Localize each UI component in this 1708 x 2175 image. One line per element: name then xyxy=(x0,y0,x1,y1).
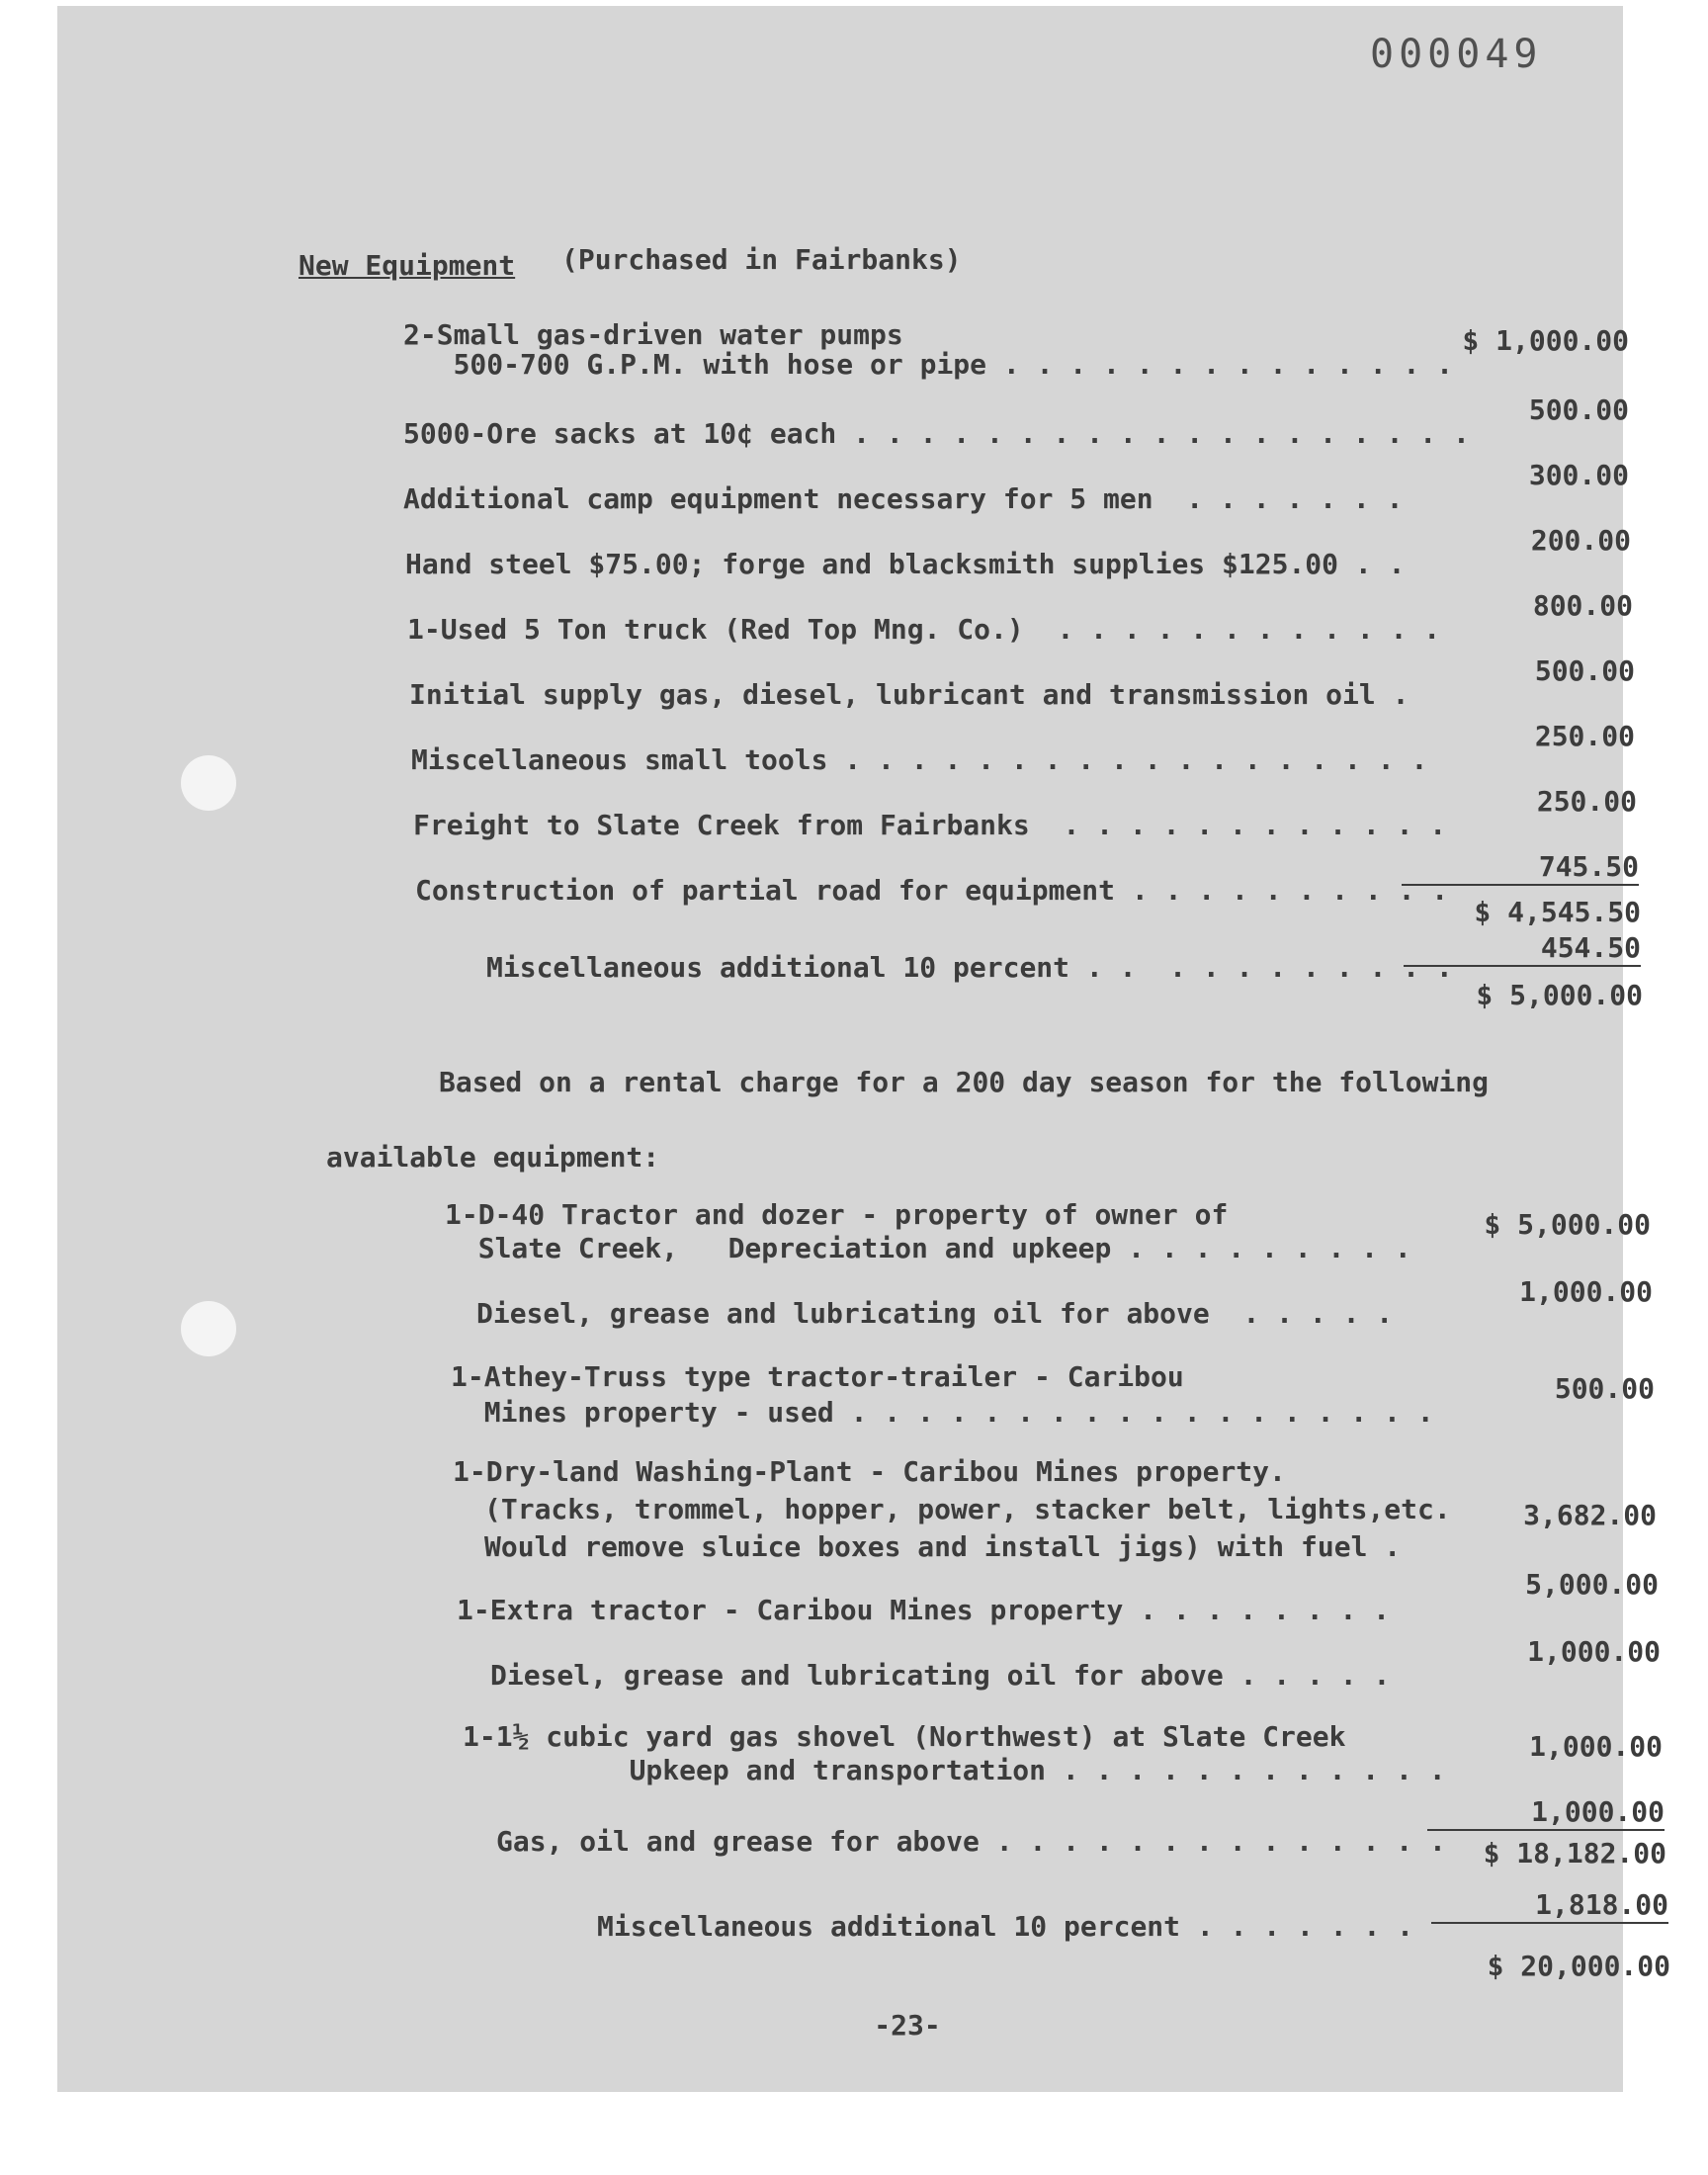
line-item-amount: 1,000.00 xyxy=(1529,1730,1663,1763)
line-item-label: Upkeep and transportation . . . . . . . . . . . . xyxy=(463,1754,1446,1786)
line-item-label: Diesel, grease and lubricating oil for above . . . . . xyxy=(490,1659,1391,1692)
line-item-amount: 500.00 xyxy=(1554,1372,1655,1405)
line-item-label: Additional camp equipment necessary for 5 men . . . . . . . xyxy=(403,482,1404,515)
line-item-label: Freight to Slate Creek from Fairbanks . . . . . . . . . . . . xyxy=(413,809,1447,841)
section-heading: New Equipment xyxy=(299,249,516,282)
document-number: 000049 xyxy=(1370,32,1543,77)
line-item-amount: 500.00 xyxy=(1534,654,1635,687)
line-item-label: Initial supply gas, diesel, lubricant and transmission oil . xyxy=(409,678,1409,711)
line-item-amount: 250.00 xyxy=(1534,720,1635,752)
page-number: -23- xyxy=(874,2009,941,2042)
line-item-label: Diesel, grease and lubricating oil for above . . . . . xyxy=(476,1297,1394,1330)
total-amount: $ 5,000.00 xyxy=(1476,979,1643,1011)
rental-intro-line: Based on a rental charge for a 200 day season for the following xyxy=(439,1066,1490,1098)
line-item-label: 2-Small gas-driven water pumps xyxy=(403,318,903,351)
misc-label: Miscellaneous additional 10 percent . . . . . . . . . . . xyxy=(486,951,1453,984)
misc-amount: 454.50 xyxy=(1404,931,1641,967)
subtotal-amount: $ 18,182.00 xyxy=(1483,1837,1666,1870)
line-item-label: 1-Used 5 Ton truck (Red Top Mng. Co.) . . . . . . . . . . . . xyxy=(407,613,1441,646)
line-item-amount: 200.00 xyxy=(1530,524,1631,557)
punch-hole xyxy=(181,755,236,811)
line-item-amount: 3,682.00 xyxy=(1523,1499,1657,1531)
misc-amount: 1,818.00 xyxy=(1431,1888,1668,1924)
line-item-label: (Tracks, trommel, hopper, power, stacker belt, lights,etc. xyxy=(484,1493,1451,1525)
punch-hole xyxy=(181,1301,236,1356)
line-item-label: Slate Creek, Depreciation and upkeep . . . . . . . . . xyxy=(445,1232,1411,1264)
line-item-label: 1-1½ cubic yard gas shovel (Northwest) at Slate Creek xyxy=(463,1720,1346,1753)
line-item-amount: 5,000.00 xyxy=(1525,1568,1659,1601)
line-item-label: 1-Dry-land Washing-Plant - Caribou Mines property. xyxy=(453,1455,1286,1488)
misc-label: Miscellaneous additional 10 percent . . . . . . . xyxy=(597,1910,1414,1943)
rental-intro-line: available equipment: xyxy=(326,1141,660,1174)
line-item-amount: 1,000.00 xyxy=(1427,1795,1665,1831)
line-item-label: Construction of partial road for equipment . . . . . . . . . . xyxy=(415,874,1449,907)
line-item-label: 5000-Ore sacks at 10¢ each . . . . . . . . . . . . . . . . . . . xyxy=(403,417,1470,450)
line-item-label: Miscellaneous small tools . . . . . . . . . . . . . . . . . . xyxy=(411,743,1428,776)
section-subheading: (Purchased in Fairbanks) xyxy=(561,243,962,276)
line-item-label: 1-Extra tractor - Caribou Mines property . . . . . . . . xyxy=(457,1594,1391,1626)
line-item-label: Would remove sluice boxes and install jigs) with fuel . xyxy=(484,1530,1402,1563)
line-item-amount: 1,000.00 xyxy=(1519,1275,1653,1308)
line-item-amount: 1,000.00 xyxy=(1527,1635,1661,1668)
line-item-label: 500-700 G.P.M. with hose or pipe . . . . . . . . . . . . . . xyxy=(403,348,1454,381)
subtotal-amount: $ 4,545.50 xyxy=(1474,896,1641,928)
line-item-label: Hand steel $75.00; forge and blacksmith supplies $125.00 . . xyxy=(405,548,1406,580)
document-page xyxy=(57,6,1670,2092)
line-item-amount: $ 1,000.00 xyxy=(1462,324,1629,357)
line-item-label: 1-Athey-Truss type tractor-trailer - Caribou xyxy=(451,1360,1184,1393)
total-amount: $ 20,000.00 xyxy=(1487,1950,1670,1982)
line-item-amount: 250.00 xyxy=(1536,785,1637,818)
line-item-label: Gas, oil and grease for above . . . . . . . . . . . . . . xyxy=(496,1825,1446,1858)
line-item-label: Mines property - used . . . . . . . . . . . . . . . . . . xyxy=(451,1396,1434,1429)
line-item-amount: $ 5,000.00 xyxy=(1484,1208,1651,1241)
line-item-amount: 300.00 xyxy=(1528,459,1629,491)
line-item-amount: 745.50 xyxy=(1402,850,1639,886)
line-item-amount: 800.00 xyxy=(1532,589,1633,622)
line-item-label: 1-D-40 Tractor and dozer - property of owner of xyxy=(445,1198,1229,1231)
line-item-amount: 500.00 xyxy=(1528,393,1629,426)
